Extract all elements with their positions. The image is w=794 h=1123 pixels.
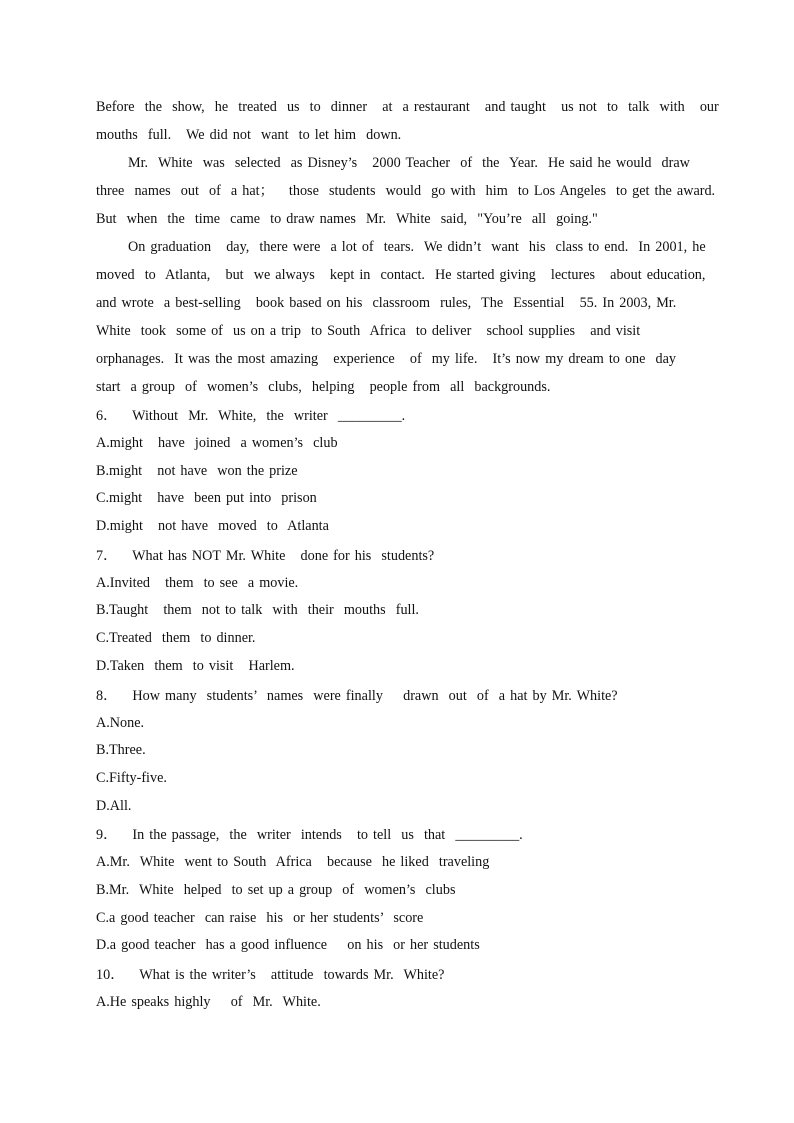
passage-line: But when the time came to draw names Mr. White said, "You’re all going." — [96, 211, 598, 227]
question-stem: 9． In the passage, the writer intends to tell us that _________. — [96, 827, 523, 844]
answer-option: A.None. — [96, 714, 145, 731]
question-6 — [96, 402, 706, 541]
answer-option: A.He speaks highly of Mr. White. — [96, 994, 321, 1010]
answer-option: A.Mr. White went to South Africa because he liked traveling — [96, 854, 490, 871]
question-7 — [96, 542, 706, 681]
question-9 — [96, 821, 706, 960]
question-10 — [96, 961, 706, 1017]
answer-option: D.might not have moved to Atlanta — [96, 518, 329, 535]
answer-option: B.might not have won the prize — [96, 462, 298, 479]
passage-line: On graduation day, there were a lot of tears. We didn’t want his class to end. In 2001, he — [128, 239, 706, 255]
question-stem: 10． What is the writer’s attitude towards Mr. White? — [96, 967, 445, 983]
answer-option: C.might have been put into prison — [96, 490, 317, 507]
passage-line: and wrote a best-selling book based on his classroom rules, The Essential 55. In 2003, Mr. — [96, 295, 677, 311]
passage-line: start a group of women’s clubs, helping people from all backgrounds. — [96, 379, 551, 395]
question-stem: 6． Without Mr. White, the writer _________. — [96, 408, 406, 424]
answer-option: B.Three. — [96, 742, 146, 759]
question-8 — [96, 682, 706, 821]
answer-option: C.Treated them to dinner. — [96, 630, 256, 647]
passage-line: White took some of us on a trip to South Africa to deliver school supplies and visit — [96, 323, 641, 339]
passage — [96, 93, 719, 401]
passage-line: mouths full. We did not want to let him down. — [96, 127, 402, 143]
passage-line: Before the show, he treated us to dinner at a restaurant and taught us not to talk with our — [96, 99, 719, 115]
passage-line: moved to Atlanta, but we always kept in contact. He started giving lectures about education, — [96, 267, 706, 283]
answer-option: D.Taken them to visit Harlem. — [96, 657, 295, 674]
passage-line: three names out of a hat； those students would go with him to Los Angeles to get the award. — [96, 183, 716, 199]
document-page — [96, 93, 719, 1017]
question-stem: 8． How many students’ names were finally drawn out of a hat by Mr. White? — [96, 687, 618, 704]
answer-option: A.Invited them to see a movie. — [96, 574, 299, 591]
answer-option: C.Fifty-five. — [96, 769, 167, 786]
answer-option: D.a good teacher has a good influence on his or her students — [96, 937, 480, 954]
answer-option: B.Mr. White helped to set up a group of women’s clubs — [96, 881, 456, 898]
answer-option: D.All. — [96, 797, 132, 814]
answer-option: A.might have joined a women’s club — [96, 435, 338, 451]
question-stem: 7． What has NOT Mr. White done for his students? — [96, 547, 435, 564]
answer-option: C.a good teacher can raise his or her students’ score — [96, 909, 424, 926]
passage-line: orphanages. It was the most amazing experience of my life. It’s now my dream to one day — [96, 351, 677, 367]
passage-line: Mr. White was selected as Disney’s 2000 Teacher of the Year. He said he would draw — [128, 155, 690, 171]
answer-option: B.Taught them not to talk with their mouths full. — [96, 602, 419, 619]
